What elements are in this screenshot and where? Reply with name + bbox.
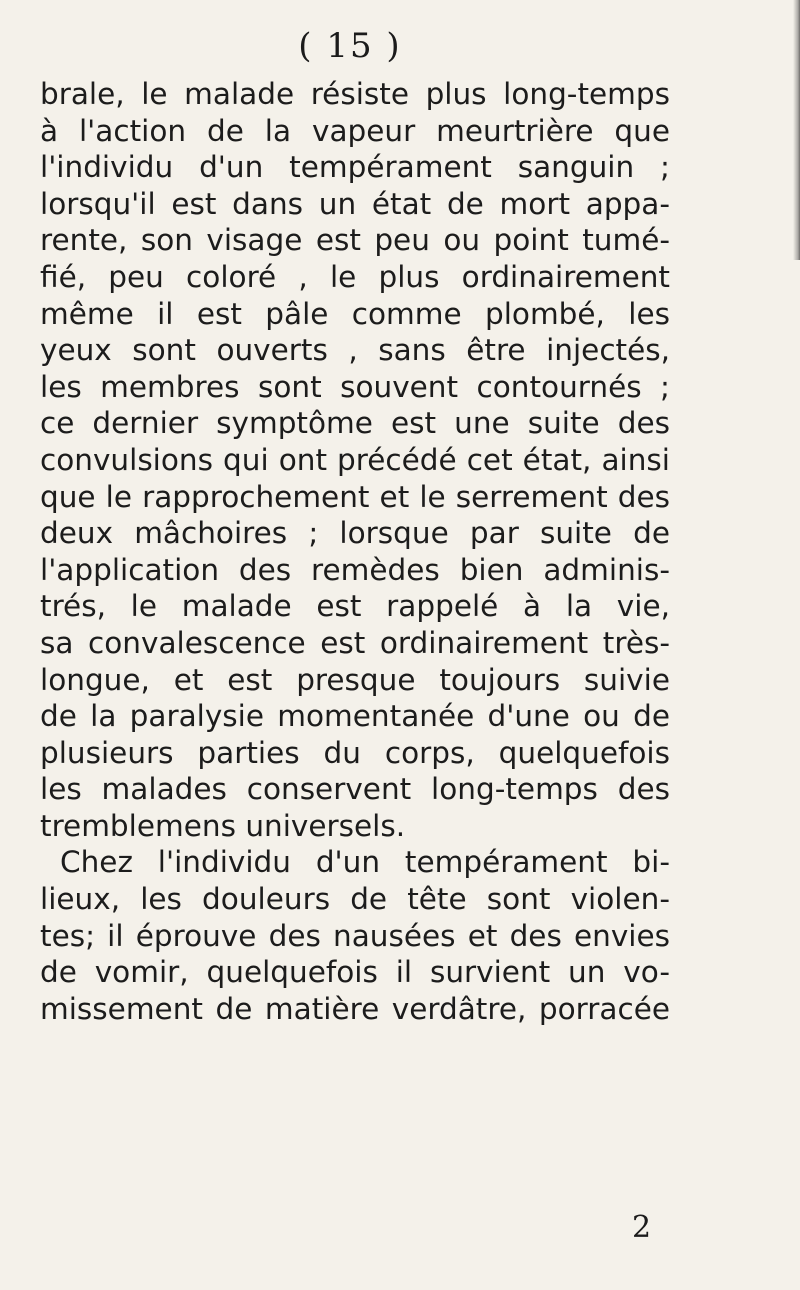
text-line: missement de matière verdâtre, porracée <box>40 991 670 1026</box>
page-number: ( 15 ) <box>298 26 402 66</box>
text-line: de vomir, quelquefois il survient un vo- <box>40 955 670 990</box>
catchword: 2 <box>632 1210 652 1245</box>
text-line: l'application des remèdes bien adminis- <box>40 552 670 587</box>
text-line: yeux sont ouverts , sans être injectés, <box>40 333 670 368</box>
text-line: lieux, les douleurs de tête sont violen- <box>40 882 670 917</box>
text-line: plusieurs parties du corps, quelquefois <box>40 735 670 770</box>
text-line: fié, peu coloré , le plus ordinairement <box>40 259 670 294</box>
text-line: rente, son visage est peu ou point tumé- <box>40 223 670 258</box>
text-line: sa convalescence est ordinairement très- <box>40 625 670 660</box>
text-line: que le rapprochement et le serrement des <box>40 479 670 514</box>
text-line: deux mâchoires ; lorsque par suite de <box>40 516 670 551</box>
page-edge-shadow <box>793 0 800 260</box>
text-line: brale, le malade résiste plus long-temps <box>40 77 670 111</box>
text-line: trés, le malade est rappelé à la vie, <box>40 589 670 624</box>
body-text <box>40 76 670 1027</box>
text-line: même il est pâle comme plombé, les <box>40 296 670 331</box>
text-line: les membres sont souvent contournés ; <box>40 369 670 404</box>
text-line: de la paralysie momentanée d'une ou de <box>40 699 670 734</box>
paragraph-end-line: tremblemens universels. <box>40 808 406 843</box>
text-line: lorsqu'il est dans un état de mort appa- <box>40 186 670 221</box>
text-line: convulsions qui ont précédé cet état, ainsi <box>40 442 670 477</box>
paragraph-start-line: Chez l'individu d'un tempérament bi- <box>60 845 670 880</box>
text-line: l'individu d'un tempérament sanguin ; <box>40 150 670 185</box>
text-line: tes; il éprouve des nausées et des envies <box>40 918 670 953</box>
text-line: longue, et est presque toujours suivie <box>40 662 670 697</box>
text-line: les malades conservent long-temps des <box>40 772 670 807</box>
text-line: ce dernier symptôme est une suite des <box>40 406 670 441</box>
text-line: à l'action de la vapeur meurtrière que <box>40 113 670 148</box>
